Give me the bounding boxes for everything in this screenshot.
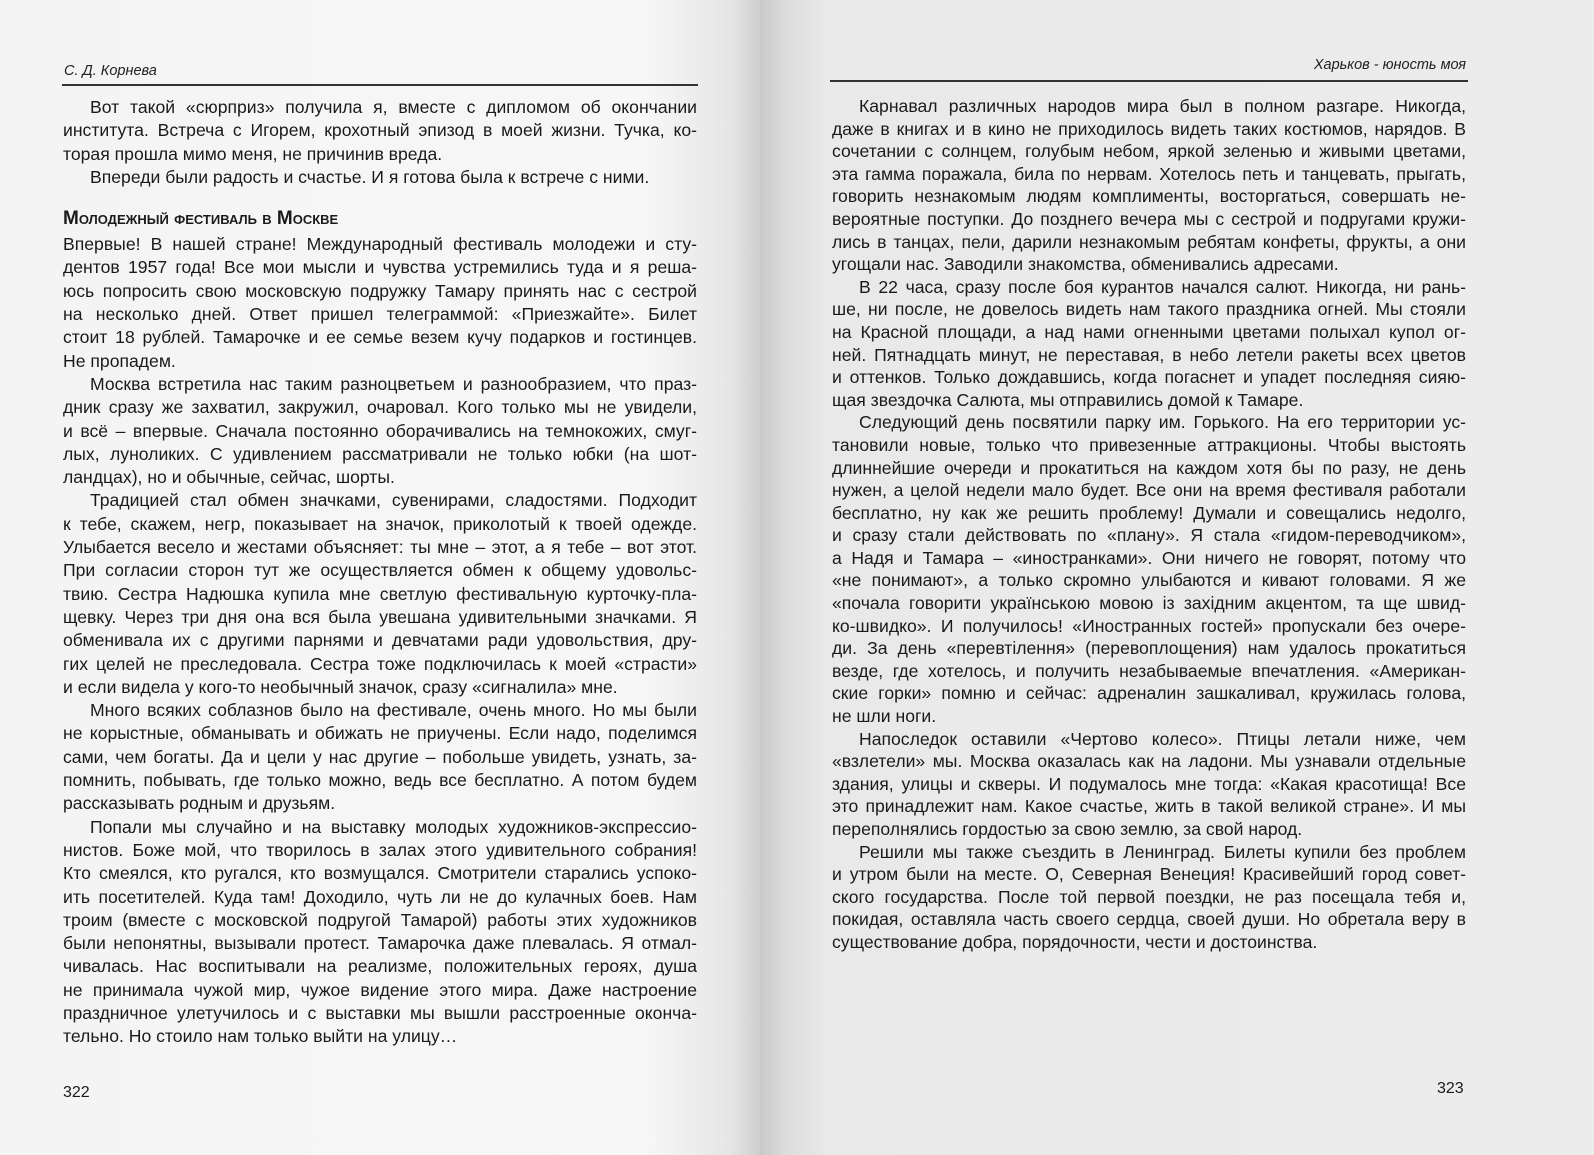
- text-line: не корыстные, обманывать и обижать не приучены. Если надо, поделимся: [63, 723, 697, 744]
- text-line: ней. Пятнадцать минут, не переставая, в небо летели ракеты всех цветов: [832, 344, 1466, 365]
- text-line: Карнавал различных народов мира был в полном разгаре. Никогда,: [859, 96, 1466, 116]
- text-line: обменивала их с другими парнями и девчатами ради удовольствия, дру-: [63, 630, 697, 651]
- text-line: и оттенков. Только дождавшись, когда погаснет и упадет последняя сияю-: [832, 367, 1466, 388]
- section-heading: Молодежный фестиваль в Москве: [63, 208, 339, 230]
- header-rule: [830, 80, 1468, 82]
- text-line: ить посетителей. Куда там! Доходило, чуть ли не до кулачных боев. Нам: [63, 886, 697, 907]
- text-line: даже в книгах и в кино не приходилось видеть таких костюмов, нарядов. В: [832, 118, 1466, 139]
- text-line: к тебе, скажем, негр, показывает на значок, приколотый к твоей одежде.: [63, 513, 697, 534]
- text-line: везде, где хотелось, и получить незабываемые впечатления. «Американ-: [832, 660, 1466, 681]
- paragraph: [832, 728, 1466, 841]
- text-line: рассказывать родным и друзьям.: [63, 793, 336, 814]
- text-line: щая звездочка Салюта, мы отправились домой к Тамаре.: [832, 389, 1304, 410]
- text-line: Не пропадем.: [63, 350, 176, 371]
- text-line: длиннейшие очереди и прокатиться на каждом хотя бы по разу, не день: [832, 457, 1466, 478]
- text-line: это принадлежит нам. Какое счастье, жить в такой великой стране». И мы: [832, 796, 1466, 817]
- right-page: [760, 0, 1594, 1155]
- right-page-body: [832, 95, 1466, 954]
- text-line: не шли ноги.: [832, 706, 937, 727]
- paragraph: [63, 373, 697, 489]
- text-line: юсь попросить свою московскую подружку Тамару принять нас с сестрой: [63, 280, 697, 301]
- text-line: Решили мы также съездить в Ленинград. Билеты купили без проблем: [859, 841, 1466, 862]
- text-line: угощали нас. Заводили знакомства, обменивались адресами.: [832, 254, 1339, 275]
- text-line: лись в танцах, пели, дарили незнакомым ребятам конфеты, фрукты, а они: [832, 231, 1466, 252]
- paragraph: [832, 276, 1466, 412]
- text-line: и сразу стали действовать по «плану». Я стала «гидом-переводчиком»,: [832, 525, 1466, 546]
- text-line: ше, ни после, не довелось видеть нам такого праздника огней. Мы стояли: [832, 299, 1466, 320]
- text-line: дентов 1957 года! Все мои мысли и чувства устремились туда и я реша-: [63, 257, 697, 278]
- text-line: «почала говорити українською мовою із західним акцентом, та ще швид-: [832, 593, 1466, 614]
- text-line: говорить незнакомым людям комплименты, восторгаться, совершать не-: [832, 186, 1466, 207]
- text-line: Напоследок оставили «Чертово колесо». Птицы летали ниже, чем: [859, 728, 1466, 749]
- running-head-author: С. Д. Корнева: [64, 63, 157, 79]
- header-rule: [62, 84, 698, 86]
- text-line: троим (вместе с московской подругой Тамарой) работы этих художников: [63, 909, 697, 930]
- text-line: Традицией стал обмен значками, сувенирами, сладостями. Подходит: [90, 490, 697, 511]
- text-line: не принимала чужой мир, чужое видение этого мира. Даже настроение: [63, 979, 697, 1000]
- paragraph: [63, 96, 697, 166]
- text-line: помнить, побывать, где только можно, ведь все бесплатно. А потом будем: [63, 770, 697, 791]
- text-line: При согласии сторон тут же осуществляется обмен к общему удовольс-: [63, 560, 697, 581]
- text-line: Попали мы случайно и на выставку молодых художников-экспрессио-: [90, 816, 697, 837]
- text-line: Улыбается весело и жестами объясняет: ты мне – этот, а я тебе – вот этот.: [63, 537, 697, 558]
- page-number: 323: [1437, 1080, 1464, 1097]
- paragraph: [832, 95, 1466, 276]
- text-line: торая прошла мимо меня, не причинив вреда.: [63, 143, 443, 164]
- text-line: были непонятны, вызывали протест. Тамарочка даже плевалась. Я отмал-: [63, 933, 697, 954]
- text-line: на несколько дней. Ответ пришел телеграммой: «Приезжайте». Билет: [63, 304, 697, 325]
- text-line: лых, луноликих. С удивлением рассматривали не только юбки (на шот-: [63, 443, 697, 464]
- paragraph: [63, 233, 697, 373]
- text-line: твию. Сестра Надюшка купила мне светлую фестивальную курточку-пла-: [63, 583, 697, 604]
- text-line: чивалась. Нас воспитывали на реализме, положительных героях, душа: [63, 956, 697, 977]
- text-line: переполнялись гордостью за свою землю, за свой народ.: [832, 819, 1303, 839]
- text-line: и всё – впервые. Сначала постоянно оборачивались на темнокожих, смуг-: [63, 420, 697, 441]
- paragraph: [63, 489, 697, 699]
- text-line: вероятные поступки. До позднего вечера мы с сестрой и подругами кружи-: [832, 208, 1466, 229]
- text-line: тановили новые, только что привезенные аттракционы. Чтобы выстоять: [832, 434, 1466, 455]
- text-line: сочетании с солнцем, голубым небом, яркой зеленью и живыми цветами,: [832, 141, 1466, 162]
- text-line: ского государства. После той первой поездки, не раз посещала тебя и,: [832, 886, 1466, 907]
- text-line: бесплатно, ну как же решить проблему! Думали и совещались недолго,: [832, 502, 1466, 523]
- left-page: [0, 0, 760, 1155]
- text-line: Следующий день посвятили парку им. Горького. На его территории ус-: [859, 412, 1466, 433]
- paragraph: [63, 816, 697, 1049]
- text-line: Кто смеялся, кто ругался, кто возмущался. Смотрители старались успоко-: [63, 863, 697, 884]
- text-line: ди. За день «перевтілення» (перевоплощения) нам удалось прокатиться: [832, 638, 1466, 659]
- text-line: «взлетели» мы. Москва оказалась как на ладони. Мы узнавали отдельные: [832, 751, 1466, 772]
- text-line: ские горки» помню и сейчас: адреналин зашкаливал, кружилась голова,: [832, 683, 1466, 704]
- text-line: Впереди были радость и счастье. И я готова была к встрече с ними.: [90, 166, 650, 187]
- running-head-title: Харьков - юность моя: [1313, 57, 1466, 73]
- text-line: щевку. Через три дня она вся была увешана удивительными значками. Я: [63, 606, 697, 627]
- left-page-body: [63, 96, 697, 1049]
- text-line: ко-швидко». И получилось! «Иностранных гостей» пропускали без очере-: [832, 615, 1466, 636]
- text-line: «не понимают», а только скромно улыбаются и кивают головами. Я же: [832, 570, 1466, 591]
- text-line: и утром были на месте. О, Северная Венеция! Красивейший город совет-: [832, 864, 1466, 885]
- text-line: на Красной площади, а над нами огненными цветами полыхал купол ог-: [832, 321, 1466, 342]
- text-line: дник сразу же захватил, закружил, очаровал. Кого только мы не увидели,: [63, 397, 697, 418]
- text-line: Много всяких соблазнов было на фестивале, очень много. Но мы были: [90, 700, 697, 721]
- text-line: В 22 часа, сразу после боя курантов начался салют. Никогда, ни рань-: [859, 276, 1466, 297]
- text-line: нистов. Боже мой, что творилось в залах этого удивительного собрания!: [63, 839, 697, 860]
- text-line: Впервые! В нашей стране! Международный фестиваль молодежи и сту-: [63, 234, 697, 255]
- text-line: и если видела у кого-то необычный значок, сразу «сигналила» мне.: [63, 676, 618, 697]
- text-line: Москва встретила нас таким разноцветьем и разнообразием, что праз-: [90, 373, 697, 394]
- paragraph: [832, 411, 1466, 727]
- page-number: 322: [63, 1084, 90, 1101]
- text-line: покидая, оставляла часть своего сердца, своей души. Но обретала веру в: [832, 909, 1466, 930]
- text-line: нужен, а целой недели мало будет. Все они на время фестиваля работали: [832, 480, 1466, 501]
- text-line: тельно. Но стоило нам только выйти на улицу…: [63, 1026, 458, 1047]
- text-line: сами, чем богаты. Да и цели у нас другие – побольше увидеть, узнать, за-: [63, 746, 697, 767]
- paragraph: [63, 699, 697, 815]
- paragraph: [63, 166, 697, 189]
- text-line: Вот такой «сюрприз» получила я, вместе с дипломом об окончании: [90, 97, 697, 117]
- text-line: существование добра, порядочности, чести и достоинства.: [832, 931, 1318, 952]
- paragraph: [832, 841, 1466, 954]
- text-line: института. Встреча с Игорем, крохотный эпизод в моей жизни. Тучка, ко-: [63, 120, 697, 141]
- text-line: стоит 18 рублей. Тамарочке и ее семье везем кучу подарков и гостинцев.: [63, 327, 697, 348]
- text-line: гих целей не преследовала. Сестра тоже подключилась к моей «страсти»: [63, 653, 697, 674]
- text-line: а Надя и Тамара – «иностранками». Они ничего не говорят, потому что: [832, 547, 1466, 568]
- text-line: эта гамма поражала, била по нервам. Хотелось петь и танцевать, прыгать,: [832, 163, 1466, 184]
- text-line: ландцах), но и обычные, сейчас, шорты.: [63, 467, 395, 488]
- text-line: праздничное улетучилось и с выставки мы вышли расстроенные оконча-: [63, 1002, 697, 1023]
- text-line: здания, улицы и скверы. И подумалось мне тогда: «Какая красотища! Все: [832, 773, 1466, 794]
